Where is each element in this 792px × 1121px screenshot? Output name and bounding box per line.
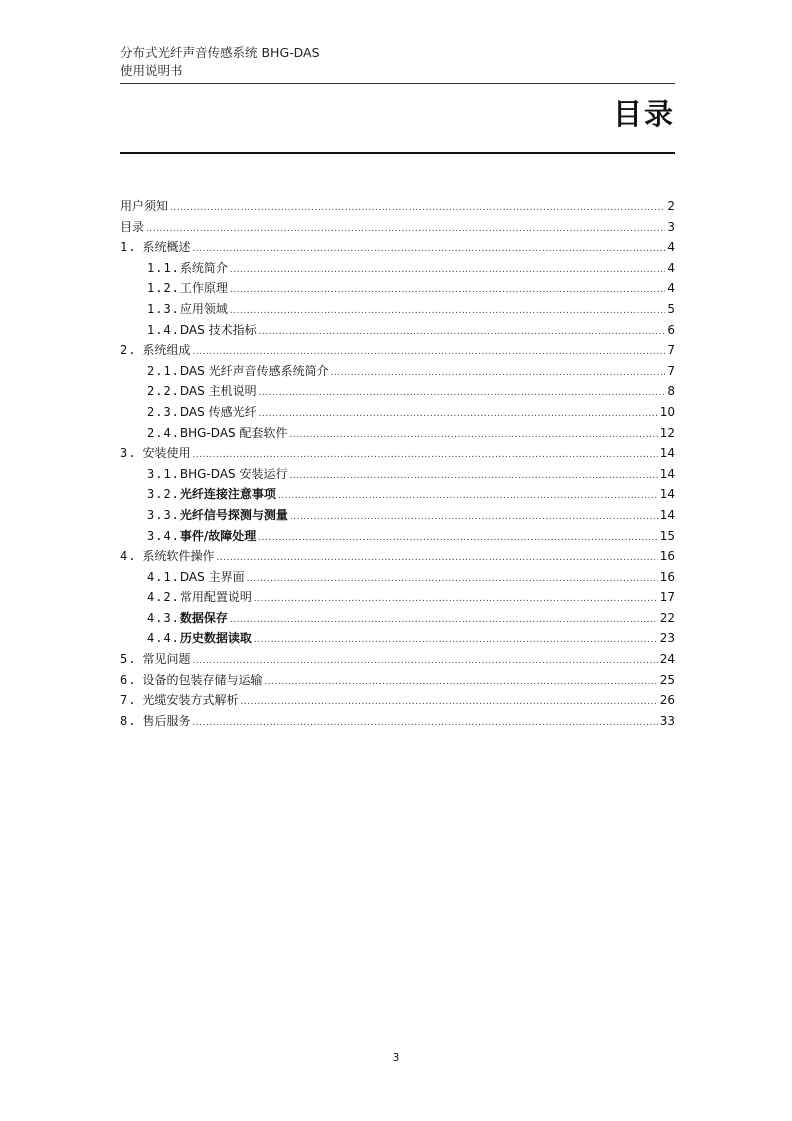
toc-entry[interactable] — [120, 628, 675, 649]
toc-dot-leader — [259, 404, 658, 425]
toc-entry-page: 14 — [659, 446, 675, 461]
toc-dot-leader — [192, 651, 657, 672]
toc-entry-number: 2.4. — [147, 425, 180, 440]
toc-dot-leader — [247, 569, 658, 590]
toc-entry-label: 常见问题 — [142, 652, 191, 667]
toc-dot-leader — [192, 239, 665, 260]
header-divider — [120, 83, 675, 84]
toc-entry-label: 工作原理 — [179, 281, 228, 296]
toc-entry-number: 2.1. — [147, 363, 180, 378]
toc-entry[interactable] — [120, 587, 675, 608]
toc-entry-label: 系统简介 — [179, 260, 228, 275]
toc-entry-number: 5. — [120, 652, 137, 667]
toc-entry[interactable] — [120, 361, 675, 382]
toc-dot-leader — [216, 548, 657, 569]
toc-entry-page: 15 — [659, 528, 675, 543]
toc-entry-page: 24 — [659, 652, 675, 667]
toc-dot-leader — [240, 692, 657, 713]
toc-entry-number: 3.1. — [147, 466, 180, 481]
toc-entry[interactable] — [120, 649, 675, 670]
toc-entry[interactable] — [120, 299, 675, 320]
toc-entry-number: 1.3. — [147, 301, 180, 316]
toc-entry-number: 4.4. — [147, 631, 180, 646]
toc-dot-leader — [254, 630, 658, 651]
toc-entry-label: DAS 传感光纤 — [179, 404, 257, 419]
toc-entry[interactable] — [120, 505, 675, 526]
toc-entry-label: 系统概述 — [142, 240, 191, 255]
toc-dot-leader — [258, 528, 657, 549]
toc-entry-number: 1. — [120, 240, 137, 255]
toc-entry-number: 3.4. — [147, 528, 180, 543]
toc-entry-number: 1.1. — [147, 260, 180, 275]
toc-entry-label: BHG-DAS 安装运行 — [179, 466, 288, 481]
toc-entry-label: 安装使用 — [142, 446, 191, 461]
toc-entry-number: 3.3. — [147, 507, 180, 522]
toc-dot-leader — [264, 672, 657, 693]
toc-entry[interactable] — [120, 567, 675, 588]
toc-entry-page: 16 — [659, 569, 675, 584]
toc-entry-number: 2.2. — [147, 384, 180, 399]
toc-entry[interactable] — [120, 217, 675, 238]
toc-entry[interactable] — [120, 484, 675, 505]
toc-dot-leader — [192, 342, 665, 363]
toc-entry-label: BHG-DAS 配套软件 — [179, 425, 288, 440]
toc-entry-number: 6. — [120, 672, 137, 687]
toc-entry-page: 5 — [667, 301, 675, 316]
toc-entry[interactable] — [120, 464, 675, 485]
toc-dot-leader — [230, 260, 665, 281]
toc-dot-leader — [192, 713, 657, 734]
toc-entry-label: 系统软件操作 — [142, 549, 215, 564]
toc-entry-page: 23 — [659, 631, 675, 646]
toc-entry[interactable] — [120, 526, 675, 547]
toc-entry-label: 设备的包装存储与运输 — [142, 672, 263, 687]
toc-dot-leader — [170, 198, 665, 219]
toc-entry-number: 7. — [120, 693, 137, 708]
toc-entry-page: 4 — [667, 260, 675, 275]
toc-dot-leader — [289, 425, 657, 446]
toc-entry[interactable] — [120, 381, 675, 402]
toc-entry-number: 4.3. — [147, 610, 180, 625]
toc-entry[interactable] — [120, 423, 675, 444]
toc-entry-page: 6 — [667, 322, 675, 337]
toc-dot-leader — [259, 322, 666, 343]
toc-entry-page: 14 — [659, 507, 675, 522]
toc-entry-number: 3. — [120, 446, 137, 461]
table-of-contents — [120, 196, 675, 731]
toc-entry[interactable] — [120, 196, 675, 217]
toc-entry[interactable] — [120, 278, 675, 299]
toc-entry-label: DAS 主界面 — [179, 569, 245, 584]
toc-entry-label: 用户须知 — [120, 199, 169, 213]
toc-entry-number: 8. — [120, 713, 137, 728]
toc-entry-page: 7 — [667, 363, 675, 378]
toc-entry[interactable] — [120, 402, 675, 423]
toc-entry-label: 售后服务 — [142, 713, 191, 728]
toc-entry-page: 12 — [659, 425, 675, 440]
toc-entry-label: 光缆安装方式解析 — [142, 693, 239, 708]
toc-entry-page: 26 — [659, 693, 675, 708]
toc-entry[interactable] — [120, 320, 675, 341]
toc-entry[interactable] — [120, 711, 675, 732]
toc-dot-leader — [278, 486, 658, 507]
toc-dot-leader — [331, 363, 666, 384]
toc-entry-label: 系统组成 — [142, 343, 191, 358]
toc-dot-leader — [254, 589, 658, 610]
toc-dot-leader — [146, 219, 665, 240]
toc-entry-label: 目录 — [120, 219, 145, 234]
toc-entry[interactable] — [120, 608, 675, 629]
toc-entry-label: 历史数据读取 — [179, 631, 252, 646]
toc-entry[interactable] — [120, 546, 675, 567]
toc-entry-number: 2. — [120, 343, 137, 358]
toc-entry-page: 2 — [667, 199, 675, 213]
toc-entry-page: 22 — [659, 610, 675, 625]
toc-entry-page: 14 — [659, 487, 675, 502]
toc-entry-number: 3.2. — [147, 487, 180, 502]
toc-entry-page: 7 — [667, 343, 675, 358]
toc-entry-page: 25 — [659, 672, 675, 687]
toc-entry-page: 8 — [667, 384, 675, 399]
document-title: 分布式光纤声音传感系统 BHG-DAS — [120, 45, 320, 60]
toc-dot-leader — [259, 383, 666, 404]
toc-entry-label: 数据保存 — [179, 610, 228, 625]
toc-entry-number: 2.3. — [147, 404, 180, 419]
toc-entry[interactable] — [120, 670, 675, 691]
toc-entry-label: DAS 主机说明 — [179, 384, 257, 399]
toc-entry-number: 1.2. — [147, 281, 180, 296]
toc-entry-label: 常用配置说明 — [179, 590, 252, 605]
toc-dot-leader — [230, 610, 658, 631]
toc-entry[interactable] — [120, 237, 675, 258]
toc-entry-label: 应用领域 — [179, 301, 228, 316]
title-divider — [120, 152, 675, 154]
toc-entry-page: 4 — [667, 240, 675, 255]
toc-entry-label: 事件/故障处理 — [179, 528, 257, 543]
toc-entry-number: 4.2. — [147, 590, 180, 605]
toc-entry[interactable] — [120, 690, 675, 711]
toc-entry-number: 1.4. — [147, 322, 180, 337]
toc-entry-page: 4 — [667, 281, 675, 296]
document-subtitle: 使用说明书 — [120, 63, 183, 78]
toc-entry-page: 14 — [659, 466, 675, 481]
toc-entry[interactable] — [120, 443, 675, 464]
toc-entry-number: 4.1. — [147, 569, 180, 584]
toc-entry-page: 10 — [659, 404, 675, 419]
toc-dot-leader — [289, 466, 657, 487]
toc-entry-page: 3 — [667, 219, 675, 234]
toc-entry-page: 17 — [659, 590, 675, 605]
toc-entry[interactable] — [120, 340, 675, 361]
toc-entry-page: 33 — [659, 713, 675, 728]
toc-entry-label: DAS 技术指标 — [179, 322, 257, 337]
toc-heading: 目录 — [612, 97, 675, 131]
toc-entry[interactable] — [120, 258, 675, 279]
toc-entry-label: 光纤信号探测与测量 — [179, 507, 288, 522]
page-number: 3 — [392, 1052, 400, 1064]
page-header — [120, 44, 675, 80]
toc-entry-label: 光纤连接注意事项 — [179, 487, 276, 502]
toc-dot-leader — [230, 280, 665, 301]
toc-dot-leader — [192, 445, 657, 466]
toc-entry-label: DAS 光纤声音传感系统简介 — [179, 363, 329, 378]
toc-entry-number: 4. — [120, 549, 137, 564]
toc-entry-page: 16 — [659, 549, 675, 564]
toc-dot-leader — [290, 507, 658, 528]
toc-dot-leader — [230, 301, 665, 322]
